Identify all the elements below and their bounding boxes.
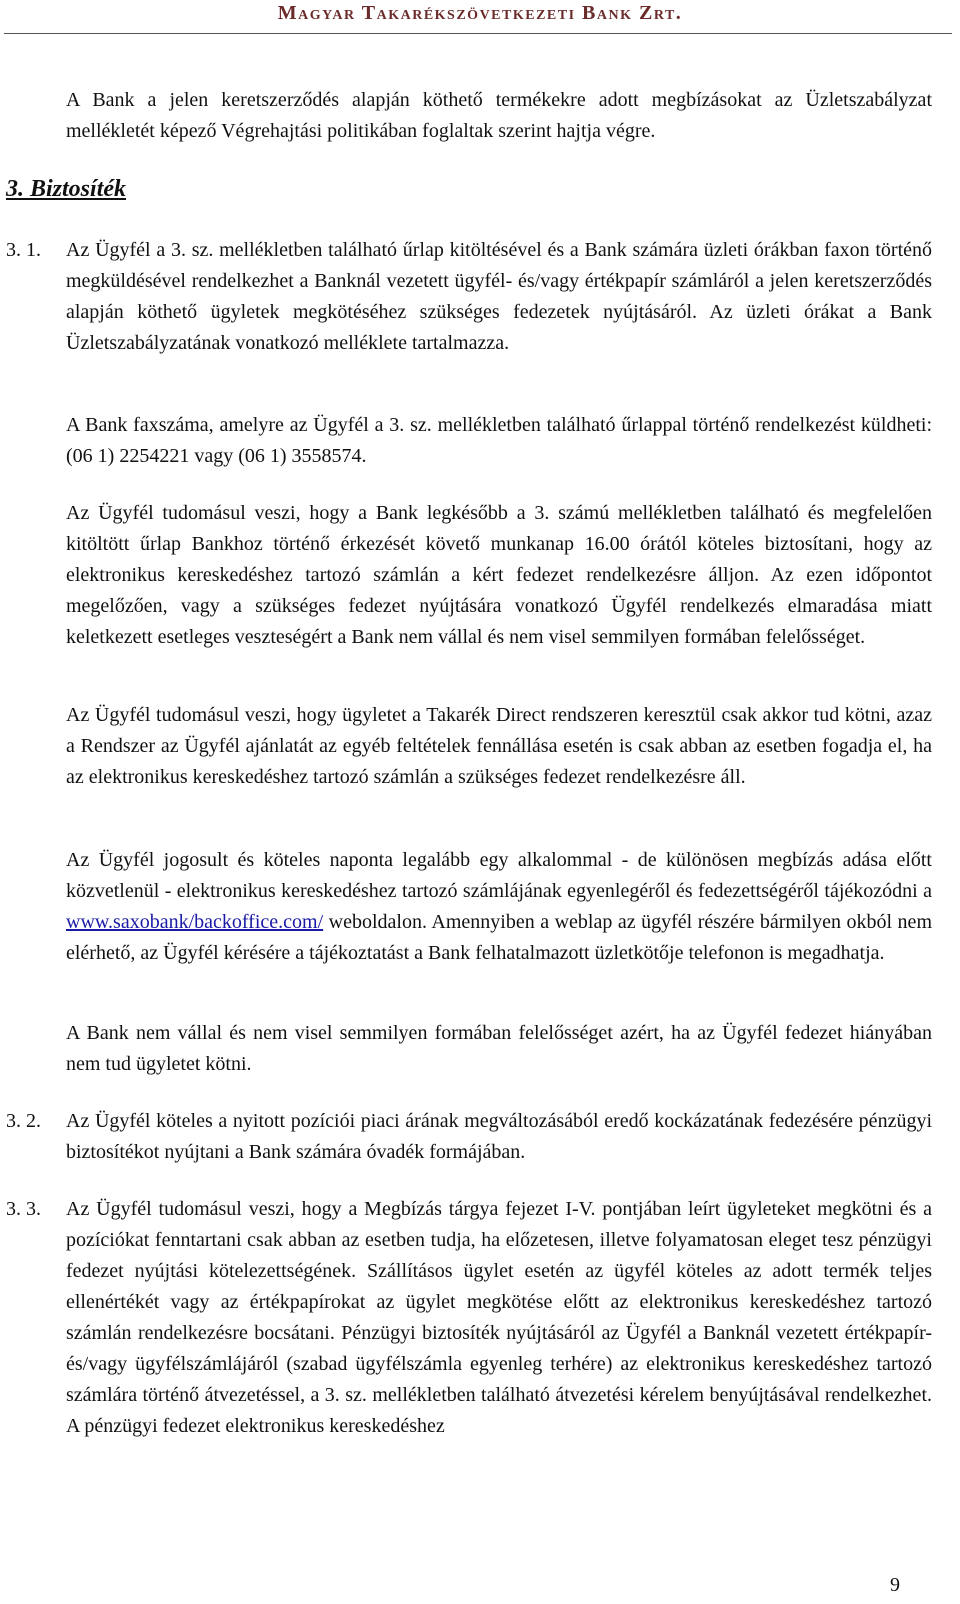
s31-paragraph-2: A Bank faxszáma, amelyre az Ügyfél a 3. sz. mellékletben található űrlappal történő rendelkezést küldheti: (06 1) 2254221 vagy (06 1) 3558574. [66,414,932,467]
page-number: 9 [890,1574,900,1596]
page-header-title: Magyar Takarékszövetkezeti Bank Zrt. [277,2,683,24]
s31-p5-text-after: weboldalon. Amennyiben a weblap az ügyfél részére bármilyen okból nem elérhető, az Ügyfél kérésére a tájékoztatást a Bank felhatalmazott üzletkötője telefonon is megadhatja. [66,911,932,964]
s31-paragraph-1: Az Ügyfél a 3. sz. mellékletben található űrlap kitöltésével és a Bank számára üzleti órákban faxon történő megküldésével rendelkezhet a Banknál vezetett ügyfél- és/vagy értékpapír számláról a jelen keretszerződés alapján köthető ügyletek megkötéséhez szükséges fedezetek nyújtásáról. Az üzleti órákat a Bank Üzletszabályzatának vonatkozó melléklete tartalmazza. [66,239,932,354]
s33-paragraph: Az Ügyfél tudomásul veszi, hogy a Megbízás tárgya fejezet I-V. pontjában leírt ügyleteket megkötni és a pozíciókat fenntartani csak abban az esetben tudja, ha előzetesen, illetve folyamatosan eleget tesz pénzügyi fedezet nyújtási kötelezettségének. Szállításos ügylet esetén az ügyfél köteles az adott termék teljes ellenértékét vagy az értékpapírokat az ügylet megkötése előtt az elektronikus kereskedéshez tartozó számlán rendelkezésre bocsátani. Pénzügyi biztosíték nyújtásáról az Ügyfél a Banknál vezetett értékpapír-és/vagy ügyfélszámlájáról (szabad ügyfélszámla egyenleg terhére) az elektronikus kereskedéshez tartozó számlára történő átvezetéssel, a 3. sz. mellékletben található átvezetési kérelem benyújtásával rendelkezhet. A pénzügyi fedezet elektronikus kereskedéshez [66,1198,932,1437]
section-number-3-3: 3. 3. [6,1198,41,1220]
s31-paragraph-3: Az Ügyfél tudomásul veszi, hogy a Bank legkésőbb a 3. számú mellékletben található és megfelelően kitöltött űrlap Bankhoz történő érkezését követő munkanap 16.00 órától köteles biztosítani, hogy az elektronikus kereskedéshez tartozó számlán a kért fedezet rendelkezésre álljon. Az ezen időpontot megelőzően, vagy a szükséges fedezet nyújtására vonatkozó Ügyfél rendelkezés elmaradása miatt keletkezett esetleges veszteségért a Bank nem vállal és nem visel semmilyen formában felelősséget. [66,502,932,648]
header-divider [4,33,952,34]
s31-paragraph-6: A Bank nem vállal és nem visel semmilyen formában felelősséget azért, ha az Ügyfél fedezet hiányában nem tud ügyletet kötni. [66,1022,932,1075]
s31-paragraph-5 [66,845,932,969]
s32-paragraph: Az Ügyfél köteles a nyitott pozíciói piaci árának megváltozásából eredő kockázatának fedezésére pénzügyi biztosítékot nyújtani a Bank számára óvadék formájában. [66,1110,932,1163]
section-number-3-1: 3. 1. [6,239,41,261]
s31-paragraph-4: Az Ügyfél tudomásul veszi, hogy ügyletet a Takarék Direct rendszeren keresztül csak akkor tud kötni, azaz a Rendszer az Ügyfél ajánlatát az egyéb feltételek fennállása esetén is csak abban az esetben fogadja el, ha az elektronikus kereskedéshez tartozó számlán a szükséges fedezet rendelkezésre áll. [66,704,932,788]
section-number-3-2: 3. 2. [6,1110,41,1132]
s31-p5-text-before: Az Ügyfél jogosult és köteles naponta legalább egy alkalommal - de különösen megbízás adása előtt közvetlenül - elektronikus kereskedéshez tartozó számlájának egyenlegéről és fedezettségéről tájékozódni a [66,849,932,902]
section-heading: 3. Biztosíték [6,176,127,202]
intro-paragraph: A Bank a jelen keretszerződés alapján köthető termékekre adott megbízásokat az Üzletszabályzat mellékletét képező Végrehajtási politikában foglaltak szerint hajtja végre. [66,89,932,142]
saxobank-backoffice-link[interactable]: www.saxobank/backoffice.com/ [66,911,324,933]
